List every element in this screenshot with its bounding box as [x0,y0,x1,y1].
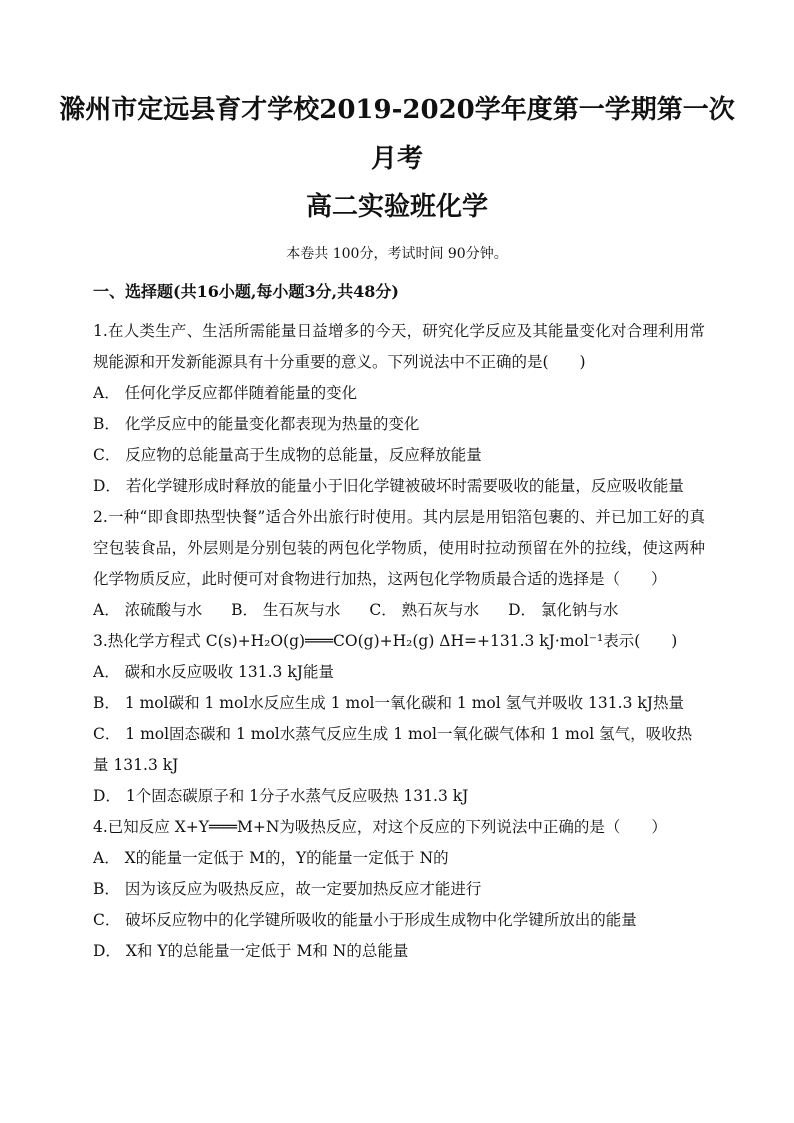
question-3-option-a: A． 碳和水反应吸收 131.3 kJ能量 [93,663,334,681]
question-3 [93,626,705,812]
exam-subtitle: 高二实验班化学 [305,192,488,222]
question-1-option-d: D． 若化学键形成时释放的能量小于旧化学键被破坏时需要吸收的能量，反应吸收能量 [93,477,684,495]
question-2-option-b: B． 生石灰与水 [231,601,341,619]
question-2-option-c: C． 熟石灰与水 [369,601,480,619]
exam-title-line1: 滁州市定远县育才学校2019-2020学年度第一学期第一次 [59,95,735,125]
question-4-option-c: C． 破坏反应物中的化学键所吸收的能量小于形成生成物中化学键所放出的能量 [93,911,637,929]
exam-body [93,284,705,967]
question-2-options [93,595,705,626]
exam-note: 本卷共 100分，考试时间 90分钟。 [286,246,508,262]
question-1-stem: 1.在人类生产、生活所需能量日益增多的今天，研究化学反应及其能量变化对合理利用常规能源和开发新能源具有十分重要的意义。下列说法中不正确的是( ) [93,322,705,371]
question-1-option-a: A． 任何化学反应都伴随着能量的变化 [93,384,358,402]
section-heading: 一、选择题(共16小题,每小题3分,共48分) [93,282,399,301]
exam-title-line2: 月考 [370,144,423,174]
question-4-option-b: B． 因为该反应为吸热反应，故一定要加热反应才能进行 [93,880,482,898]
question-3-option-c: C． 1 mol固态碳和 1 mol水蒸气反应生成 1 mol一氧化碳气体和 1 mol 氢气，吸收热量 131.3 kJ [93,725,693,774]
question-4 [93,812,705,967]
question-2-option-d: D． 氯化钠与水 [508,601,619,619]
question-4-option-a: A． X的能量一定低于 M的，Y的能量一定低于 N的 [93,849,449,867]
question-1-option-c: C． 反应物的总能量高于生成物的总能量，反应释放能量 [93,446,482,464]
question-2-option-a: A． 浓硫酸与水 [93,601,203,619]
question-4-option-d: D． X和 Y的总能量一定低于 M和 N的总能量 [93,942,409,960]
question-1-option-b: B． 化学反应中的能量变化都表现为热量的变化 [93,415,420,433]
question-3-stem: 3.热化学方程式 C(s)+H₂O(g)═══CO(g)+H₂(g) ΔH=+131.3 kJ·mol⁻¹表示( ) [93,632,678,650]
question-3-option-d: D． 1个固态碳原子和 1分子水蒸气反应吸热 131.3 kJ [93,787,469,805]
question-1 [93,316,705,502]
question-3-option-b: B． 1 mol碳和 1 mol水反应生成 1 mol一氧化碳和 1 mol 氢气并吸收 131.3 kJ热量 [93,694,684,712]
question-2-stem: 2.一种“即食即热型快餐”适合外出旅行时使用。其内层是用铝箔包裹的、并已加工好的真空包装食品，外层则是分别包装的两包化学物质，使用时拉动预留在外的拉线，使这两种化学物质反应，此时便可对食物进行加热，这两包化学物质最合适的选择是（ ） [93,508,705,588]
question-4-stem: 4.已知反应 X+Y═══M+N为吸热反应，对这个反应的下列说法中正确的是（ ） [93,818,667,836]
question-2 [93,502,705,626]
